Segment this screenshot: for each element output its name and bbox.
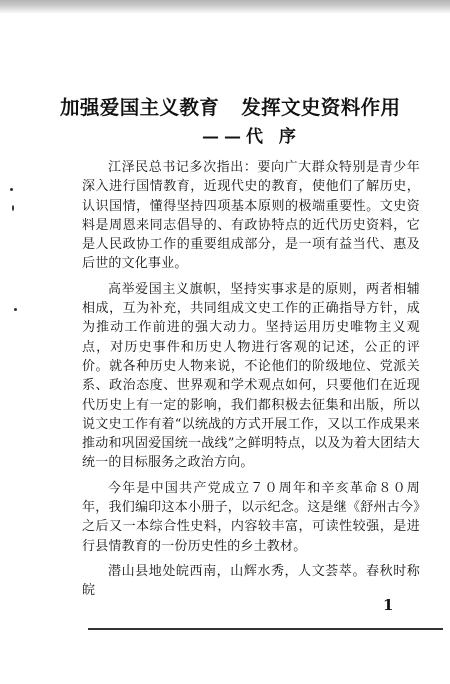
- scan-speck: [10, 188, 13, 191]
- paragraph-2: 高举爱国主义旗帜，坚持实事求是的原则，两者相辅相成，互为补充，共同组成文史工作的正确指导方针，成为推动工作前进的强大动力。坚持运用历史唯物主义观点，对历史事件和历史人物进行客观的记述，公正的评价。就各种历史人物来说，不论他们的阶级地位、党派关系、政治态度、世界观和学术观点如何，只要他们在近现代历史上有一定的影响，我们都积极去征集和出版，所以说文史工作有着“以统战的方式开展工作，又以工作成果来推动和巩固爱国统一战线”之鲜明特点，以及为着大团结大统一的目标服务之政治方向。: [82, 281, 420, 471]
- footer-rule: [88, 628, 443, 630]
- page-title: [60, 92, 440, 120]
- title-right: 发挥文史资料作用: [241, 96, 401, 119]
- scan-speck: [12, 205, 14, 211]
- paragraph-1: 江泽民总书记多次指出：要向广大群众特别是青少年深入进行国情教育，近现代史的教育，使他们了解历史，认识国情，懂得坚持四项基本原则的极端重要性。文史资料是周恩来同志倡导的、有政协特点的近代历史资料，它是人民政协工作的重要组成部分，是一项有益当代、惠及后世的文化事业。: [82, 160, 420, 272]
- paragraph-4: 潜山县地处皖西南，山辉水秀，人文荟萃。春秋时称皖: [82, 563, 420, 599]
- scan-speck: [14, 308, 17, 311]
- page-subtitle: ——代 序: [202, 127, 301, 147]
- title-left: 加强爱国主义教育: [60, 96, 220, 119]
- page-number: 1: [383, 596, 394, 614]
- body-text: [82, 158, 420, 601]
- paragraph-3: 今年是中国共产党成立７０周年和辛亥革命８０周年，我们编印这本小册子，以示纪念。这是继《舒州古今》之后又一本综合性史料，内容较丰富，可读性较强，是进行县情教育的一份历史性的乡土教材。: [82, 480, 420, 554]
- top-scan-edge: [0, 0, 450, 14]
